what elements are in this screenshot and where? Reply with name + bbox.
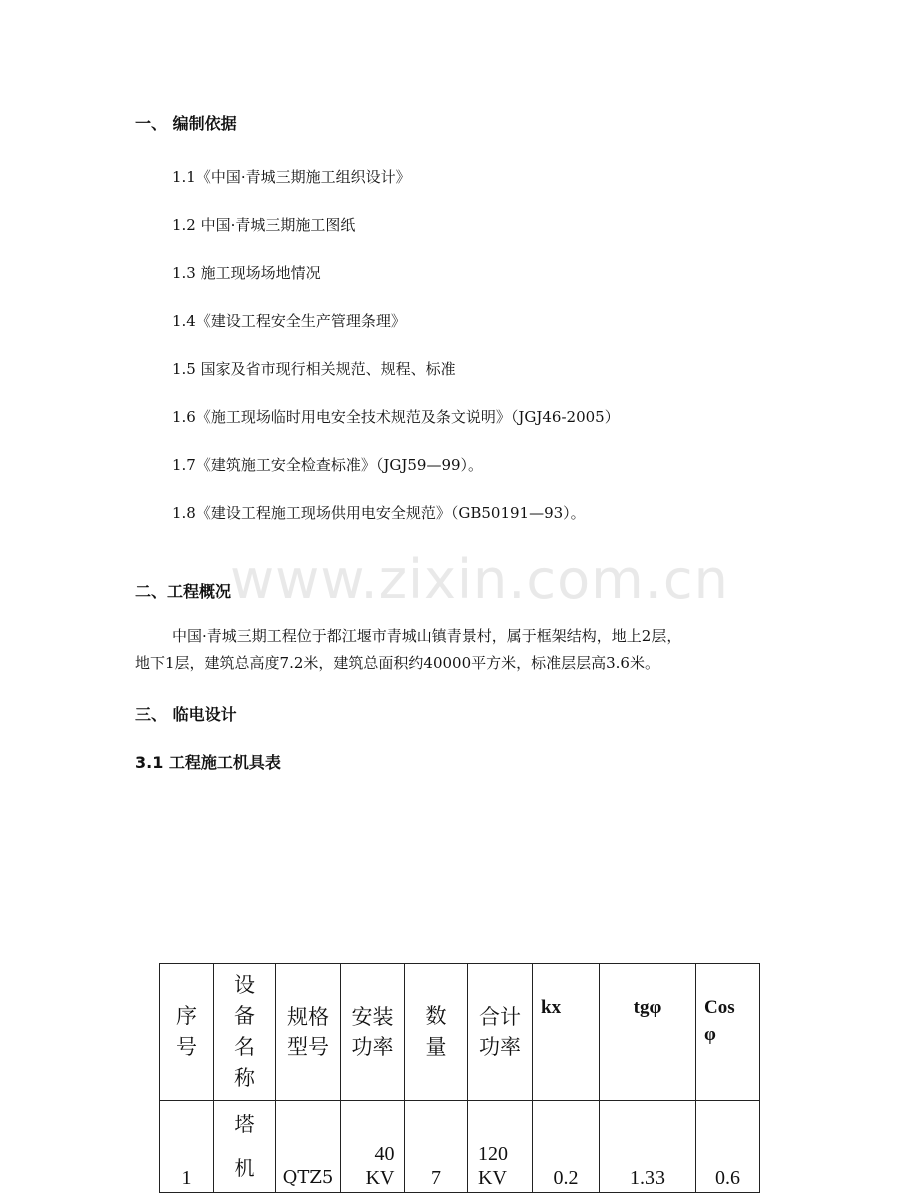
section1-title: 一、 编制依据 <box>135 114 237 133</box>
cell-no: 1 <box>160 1101 214 1193</box>
cell-cos: 0.6 <box>696 1101 760 1193</box>
basis-item-1: 1.1《中国·青城三期施工组织设计》 <box>172 168 411 186</box>
header-cell-cos: Cos φ <box>696 964 760 1101</box>
header-cell-total: 合计功率 <box>468 964 533 1101</box>
cell-kx: 0.2 <box>533 1101 600 1193</box>
basis-item-8: 1.8《建设工程施工现场供用电安全规范》（GB50191—93）。 <box>172 504 586 522</box>
cell-tg: 1.33 <box>600 1101 696 1193</box>
basis-item-6: 1.6《施工现场临时用电安全技术规范及条文说明》（JGJ46-2005） <box>172 408 620 426</box>
cell-name: 塔机 <box>214 1101 276 1193</box>
overview-line-1: 中国·青城三期工程位于都江堰市青城山镇青景村，属于框架结构，地上2层， <box>172 627 682 645</box>
header-cell-power: 安装功率 <box>341 964 405 1101</box>
cell-qty: 7 <box>405 1101 468 1193</box>
section3-title: 三、 临电设计 <box>135 705 237 724</box>
cell-power: 40 KV <box>341 1101 405 1193</box>
header-cell-no: 序号 <box>160 964 214 1101</box>
overview-line-2: 地下1层，建筑总高度7.2米，建筑总面积约40000平方米，标准层层高3.6米。 <box>135 654 660 672</box>
header-cell-tg: tgφ <box>600 964 696 1101</box>
watermark: www.zixin.com.cn <box>230 548 729 611</box>
table-row <box>160 1101 760 1193</box>
basis-item-5: 1.5 国家及省市现行相关规范、规程、标准 <box>172 360 456 378</box>
section2-title: 二、工程概况 <box>135 582 232 601</box>
basis-item-2: 1.2 中国·青城三期施工图纸 <box>172 216 356 234</box>
basis-item-4: 1.4《建设工程安全生产管理条理》 <box>172 312 406 330</box>
cell-total: 120 KV <box>468 1101 533 1193</box>
equipment-table <box>159 963 760 1193</box>
header-cell-name: 设备名称 <box>214 964 276 1101</box>
basis-item-3: 1.3 施工现场场地情况 <box>172 264 321 282</box>
table-header-row <box>160 964 760 1101</box>
basis-item-7: 1.7《建筑施工安全检查标准》（JGJ59—99）。 <box>172 456 484 474</box>
cell-model: QTZ5 <box>276 1101 341 1193</box>
header-cell-kx: kx <box>533 964 600 1101</box>
section3-subtitle: 3.1 工程施工机具表 <box>135 753 281 772</box>
header-cell-model: 规格型号 <box>276 964 341 1101</box>
header-cell-qty: 数量 <box>405 964 468 1101</box>
